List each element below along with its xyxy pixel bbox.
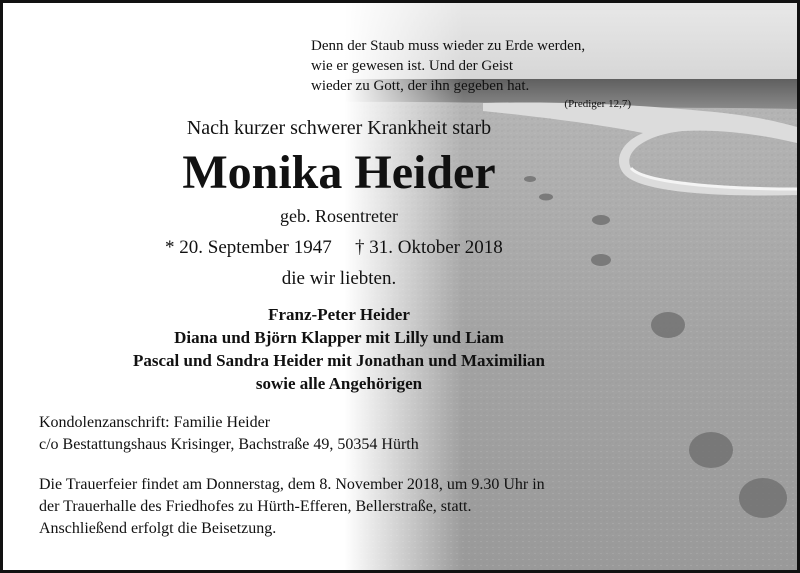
quote-line-3: wieder zu Gott, der ihn gegeben hat. [311,78,530,94]
quote-line-2: wie er gewesen ist. Und der Geist [311,58,514,74]
maiden-name: geb. Rosentreter [280,206,398,226]
mourner-2: Diana und Björn Klapper mit Lilly und Liam [174,328,504,347]
text-layer [3,3,797,570]
mourner-4: sowie alle Angehörigen [255,374,423,393]
condolence-line-1: Kondolenzanschrift: Familie Heider [39,414,271,431]
quote-line-1: Denn der Staub muss wieder zu Erde werden, [311,38,586,54]
quote-reference: (Prediger 12,7) [564,98,631,110]
mourner-1: Franz-Peter Heider [268,305,410,324]
funeral-line-1: Die Trauerfeier findet am Donnerstag, dem 8. November 2018, um 9.30 Uhr in [39,476,545,493]
death-date: † 31. Oktober 2018 [355,237,503,258]
funeral-line-2: der Trauerhalle des Friedhofes zu Hürth-Efferen, Bellerstraße, statt. [39,498,472,515]
mourner-3: Pascal und Sandra Heider mit Jonathan und Maximilian [132,351,545,370]
tagline: die wir liebten. [281,268,397,289]
birth-date: * 20. September 1947 [165,237,332,258]
condolence-line-2: c/o Bestattungshaus Krisinger, Bachstraße 49, 50354 Hürth [39,436,419,453]
funeral-line-3: Anschließend erfolgt die Beisetzung. [39,520,277,537]
intro-text: Nach kurzer schwerer Krankheit starb [186,117,492,139]
deceased-name: Monika Heider [182,146,496,199]
